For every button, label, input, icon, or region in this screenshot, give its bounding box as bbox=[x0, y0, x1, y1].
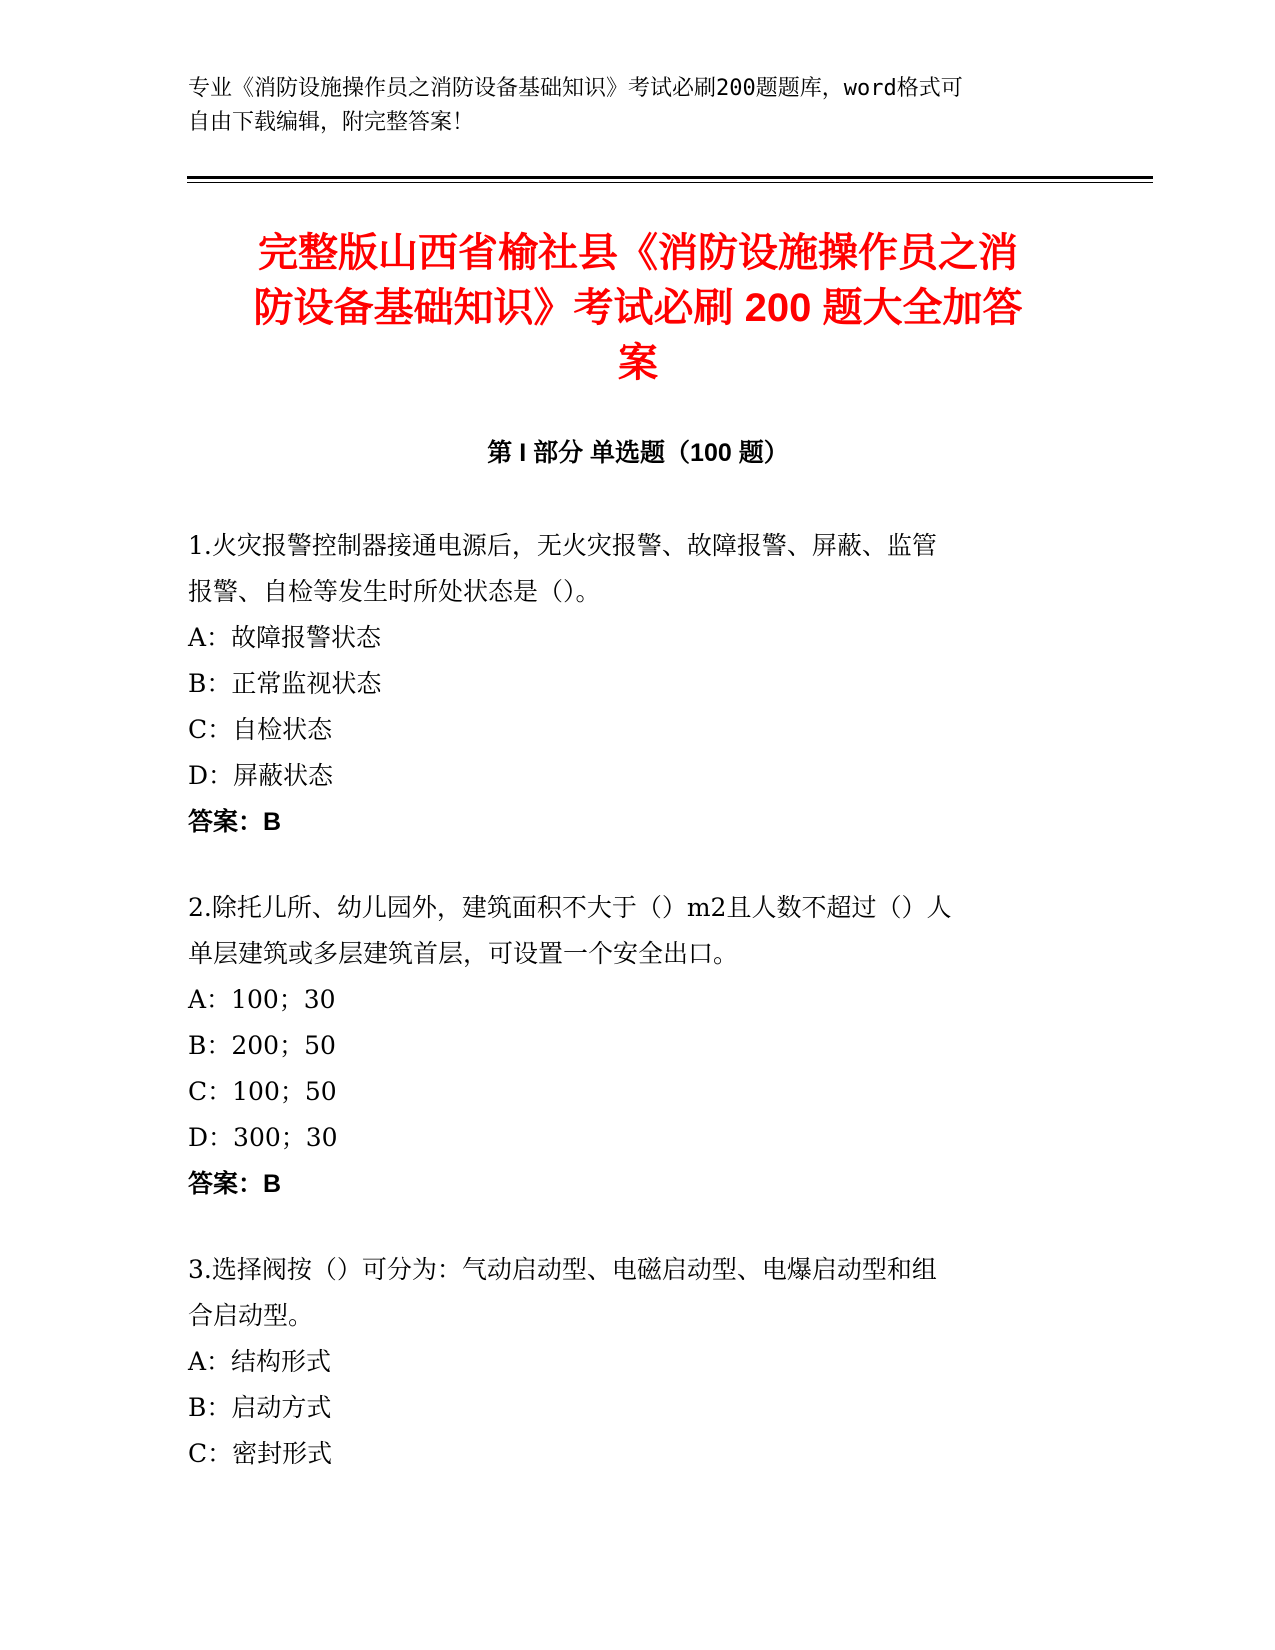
question-2-option-c: C：100；50 bbox=[188, 1077, 337, 1106]
question-1-option-a: A：故障报警状态 bbox=[188, 623, 382, 652]
document-title-line-3: 案 bbox=[618, 341, 658, 385]
header-note bbox=[188, 72, 1068, 140]
header-divider-thick bbox=[187, 176, 1153, 179]
document-title-line-2: 防设备基础知识》考试必刷 200 题大全加答 bbox=[253, 286, 1023, 330]
question-1-stem-line-2: 报警、自检等发生时所处状态是（）。 bbox=[188, 577, 601, 606]
question-1 bbox=[188, 523, 1068, 845]
question-3-option-b: B：启动方式 bbox=[188, 1393, 332, 1422]
question-1-option-c: C：自检状态 bbox=[188, 715, 333, 744]
question-2-option-a: A：100；30 bbox=[188, 985, 336, 1014]
question-1-answer: 答案：B bbox=[188, 808, 282, 836]
question-2-stem-line-1: 2.除托儿所、幼儿园外，建筑面积不大于（）m2且人数不超过（）人 bbox=[188, 893, 952, 922]
document-title-line-1: 完整版山西省榆社县《消防设施操作员之消 bbox=[258, 231, 1018, 275]
question-3-stem-line-2: 合启动型。 bbox=[188, 1301, 314, 1330]
question-2-answer: 答案：B bbox=[188, 1170, 282, 1198]
header-note-line-2: 自由下载编辑，附完整答案！ bbox=[188, 110, 475, 135]
question-1-stem-line-1: 1.火灾报警控制器接通电源后，无火灾报警、故障报警、屏蔽、监管 bbox=[188, 531, 937, 560]
question-2 bbox=[188, 885, 1068, 1207]
question-2-option-b: B：200；50 bbox=[188, 1031, 336, 1060]
question-3-option-c: C：密封形式 bbox=[188, 1439, 333, 1468]
question-3-stem-line-1: 3.选择阀按（）可分为：气动启动型、电磁启动型、电爆启动型和组 bbox=[188, 1255, 937, 1284]
question-3-option-a: A：结构形式 bbox=[188, 1347, 332, 1376]
question-1-option-b: B：正常监视状态 bbox=[188, 669, 382, 698]
header-note-line-1: 专业《消防设施操作员之消防设备基础知识》考试必刷200题题库，word格式可 bbox=[188, 76, 963, 101]
document-title bbox=[188, 226, 1088, 391]
question-3 bbox=[188, 1247, 1068, 1477]
section-heading: 第 I 部分 单选题（100 题） bbox=[487, 439, 789, 467]
header-divider-thin bbox=[187, 182, 1153, 183]
question-2-option-d: D：300；30 bbox=[188, 1123, 338, 1152]
question-1-option-d: D：屏蔽状态 bbox=[188, 761, 334, 790]
question-2-stem-line-2: 单层建筑或多层建筑首层，可设置一个安全出口。 bbox=[188, 939, 739, 968]
